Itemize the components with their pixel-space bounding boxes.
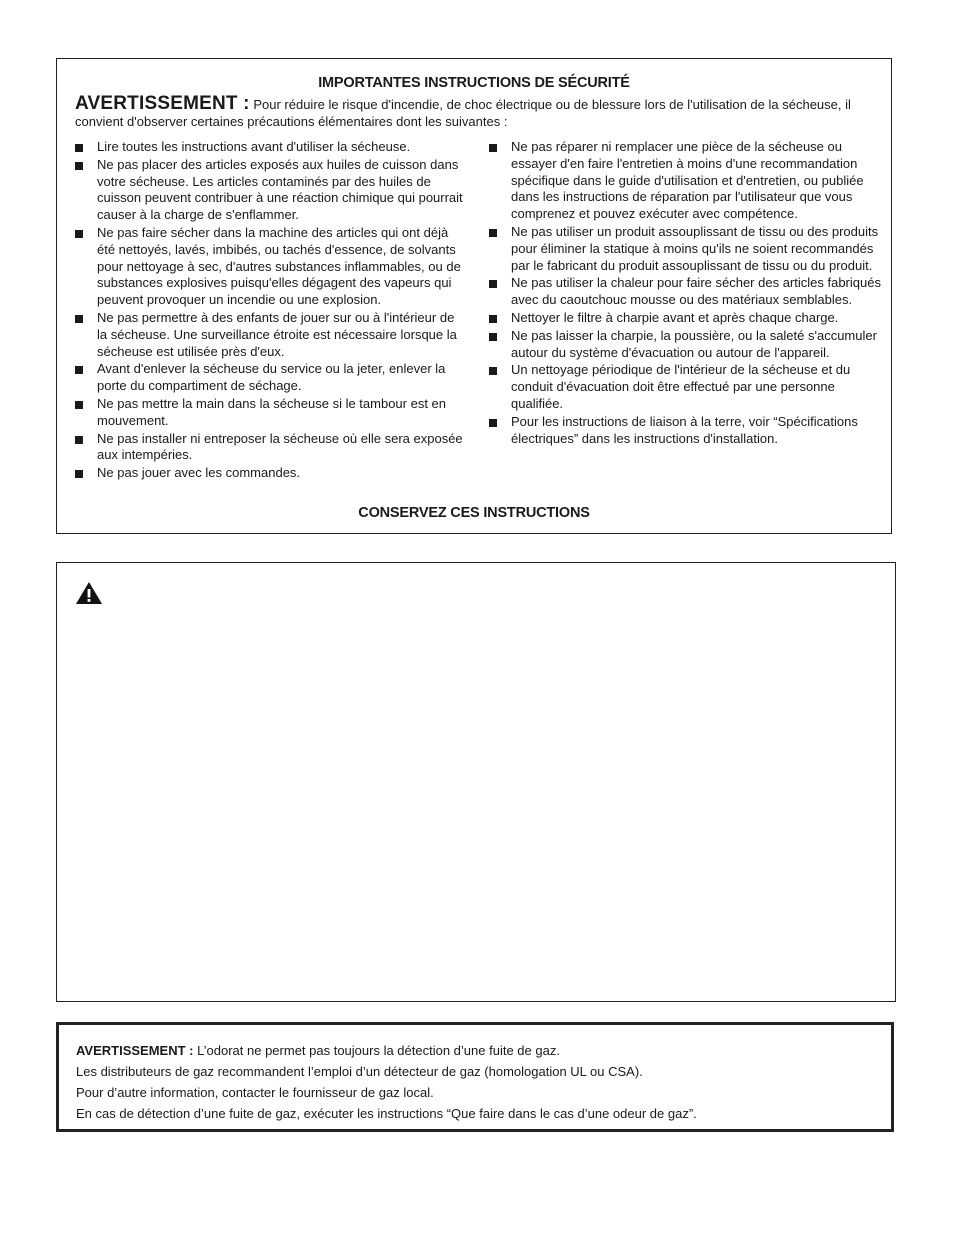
list-item: Ne pas mettre la main dans la sécheuse si le tambour est en mouvement. [75,396,467,430]
safety-list-right [489,139,889,448]
safety-title: IMPORTANTES INSTRUCTIONS DE SÉCURITÉ [318,75,630,91]
safety-list-left [75,139,467,483]
gas-warning-line: En cas de détection d’une fuite de gaz, exécuter les instructions “Que faire dans le cas d’une odeur de gaz”. [76,1106,697,1121]
gas-warning-box [56,1022,894,1132]
bullet-icon [75,144,83,152]
save-instructions-footer: CONSERVEZ CES INSTRUCTIONS [358,505,590,521]
list-item: Ne pas permettre à des enfants de jouer sur ou à l'intérieur de la sécheuse. Une surveillance étroite est nécessaire lorsque la sécheuse est utilisée près d'eux. [75,310,467,360]
bullet-icon [75,470,83,478]
list-item: Un nettoyage périodique de l'intérieur de la sécheuse et du conduit d'évacuation doit être effectué par une personne qualifiée. [489,362,889,412]
bullet-icon [489,144,497,152]
bullet-icon [75,366,83,374]
list-item: Lire toutes les instructions avant d'utiliser la sécheuse. [75,139,467,156]
gas-warning-line: Pour d’autre information, contacter le fournisseur de gaz local. [76,1085,434,1100]
list-item: Ne pas installer ni entreposer la sécheuse où elle sera exposée aux intempéries. [75,431,467,465]
bullet-icon [75,436,83,444]
gas-warning-label: AVERTISSEMENT : [76,1043,194,1058]
bullet-icon [75,315,83,323]
list-item: Ne pas utiliser la chaleur pour faire sécher des articles fabriqués avec du caoutchouc mousse ou des matériaux semblables. [489,275,889,309]
bullet-icon [75,230,83,238]
list-item: Ne pas placer des articles exposés aux huiles de cuisson dans votre sécheuse. Les articles contaminés par des huiles de cuisson peuvent contribuer à une réaction chimique qui pourrait causer à la charge de s'enflammer. [75,157,467,224]
blank-warning-box [56,562,896,1002]
warning-intro [75,95,875,130]
warning-text: Pour réduire le risque d'incendie, de choc électrique ou de blessure lors de l'utilisation de la sécheuse, il convient d'observer certaines précautions élémentaires dont les suivantes : [75,97,851,129]
bullet-icon [489,315,497,323]
bullet-icon [489,419,497,427]
warning-label: AVERTISSEMENT : [75,93,250,114]
list-item: Ne pas laisser la charpie, la poussière, ou la saleté s'accumuler autour du système d'évacuation ou autour de l'appareil. [489,328,889,362]
bullet-icon [75,401,83,409]
bullet-icon [489,333,497,341]
bullet-icon [75,162,83,170]
gas-warning-line: AVERTISSEMENT : L’odorat ne permet pas toujours la détection d’une fuite de gaz. [76,1043,560,1058]
list-item: Pour les instructions de liaison à la terre, voir “Spécifications électriques” dans les instructions d'installation. [489,414,889,448]
list-item: Ne pas faire sécher dans la machine des articles qui ont déjà été nettoyés, lavés, imbibés, ou tachés d'essence, de solvants pour nettoyage à sec, d'autres substances inflammables, ou de substances explosives puisqu'elles dégagent des vapeurs qui peuvent provoquer un incendie ou une explosion. [75,225,467,309]
list-item: Nettoyer le filtre à charpie avant et après chaque charge. [489,310,889,327]
bullet-icon [489,229,497,237]
safety-instructions-box [56,58,892,534]
gas-warning-line: Les distributeurs de gaz recommandent l’emploi d’un détecteur de gaz (homologation UL ou CSA). [76,1064,643,1079]
list-item: Ne pas réparer ni remplacer une pièce de la sécheuse ou essayer d'en faire l'entretien à moins d'une recommandation spécifique dans le guide d'utilisation et d'entretien, ou publiée dans les instructions de réparation par l'utilisateur que vous comprenez et pouvez exécuter avec compétence. [489,139,889,223]
bullet-icon [489,367,497,375]
bullet-icon [489,280,497,288]
warning-triangle-icon [75,581,103,605]
list-item: Ne pas jouer avec les commandes. [75,465,467,482]
list-item: Avant d'enlever la sécheuse du service ou la jeter, enlever la porte du compartiment de séchage. [75,361,467,395]
list-item: Ne pas utiliser un produit assouplissant de tissu ou des produits pour éliminer la statique à moins qu'ils ne soient recommandés par le fabricant du produit assouplissant de tissu ou du produit. [489,224,889,274]
